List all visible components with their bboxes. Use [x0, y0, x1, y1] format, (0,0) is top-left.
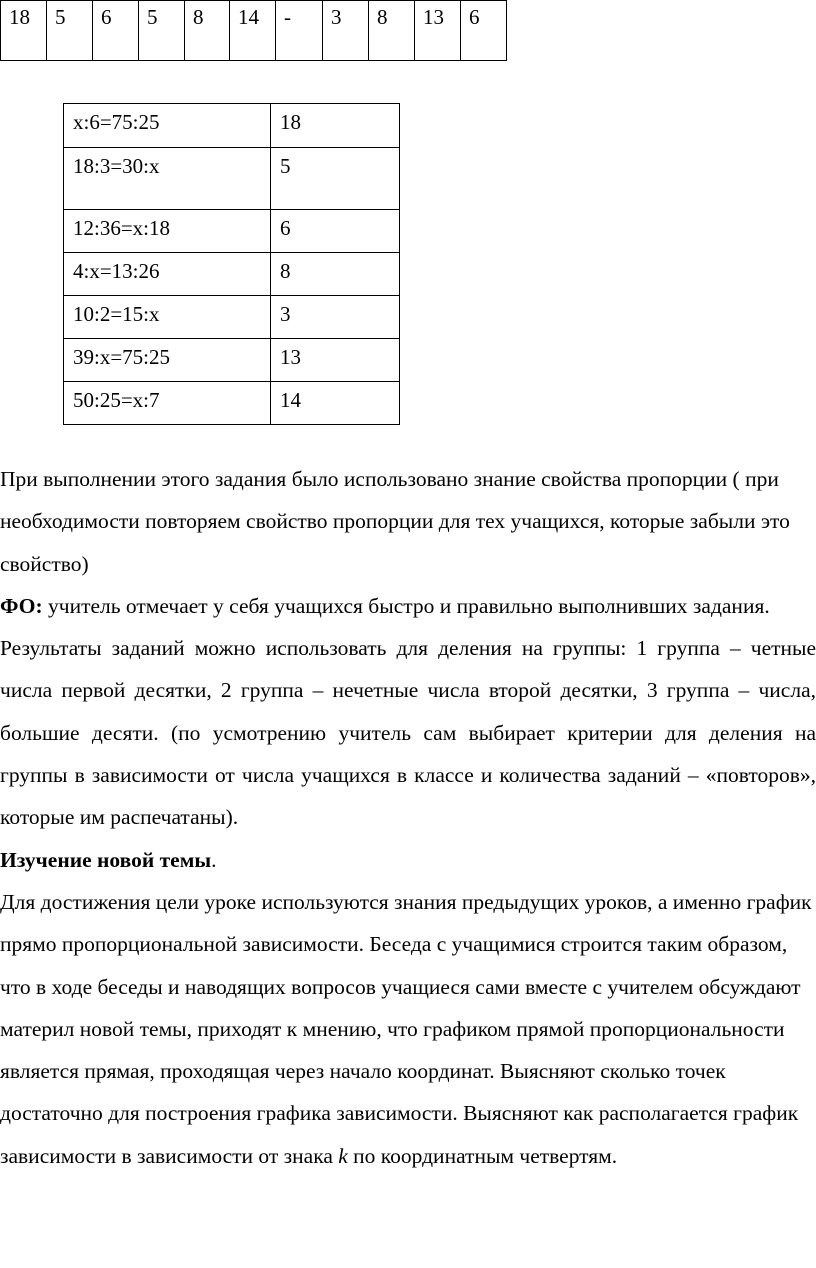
- answer-cell: 6: [271, 210, 400, 253]
- answer-cell: 5: [271, 148, 400, 210]
- answer-cell: 18: [1, 1, 47, 61]
- fo-label: ФО:: [0, 593, 43, 618]
- table-row: [64, 339, 400, 382]
- equation-cell: 10:2=15:x: [64, 296, 271, 339]
- answer-cell: 8: [271, 253, 400, 296]
- answer-cell: 8: [369, 1, 415, 61]
- table-row: [64, 210, 400, 253]
- answer-cell: -: [276, 1, 323, 61]
- answer-cell: 13: [415, 1, 461, 61]
- equation-cell: 18:3=30:x: [64, 148, 271, 210]
- answer-cell: 6: [93, 1, 139, 61]
- section-heading: [0, 839, 816, 881]
- heading-period: .: [211, 847, 217, 872]
- body-text: [0, 458, 816, 1177]
- paragraph-proportion-property: При выполнении этого задания было использовано знание свойства пропорции ( при необходимости повторяем свойство пропорции для тех учащихся, которые забыли это свойство): [0, 467, 790, 576]
- paragraph-fo: [0, 585, 816, 627]
- answer-cell: 18: [271, 104, 400, 148]
- answers-row-table: [0, 0, 507, 61]
- variable-k: k: [338, 1143, 348, 1168]
- answer-cell: 3: [323, 1, 369, 61]
- table-row: [64, 104, 400, 148]
- equation-cell: 39:x=75:25: [64, 339, 271, 382]
- paragraph-groups: Результаты заданий можно использовать для деления на группы: 1 группа – четные числа первой десятки, 2 группа – нечетные числа второй десятки, 3 группа – числа, большие десяти. (по усмотрению учитель сам выбирает критерии для деления на группы в зависимости от числа учащихся в классе и количества заданий – «повторов», которые им распечатаны).: [0, 636, 816, 830]
- equation-cell: 50:25=x:7: [64, 382, 271, 425]
- equation-cell: x:6=75:25: [64, 104, 271, 148]
- answer-cell: 5: [139, 1, 185, 61]
- answer-cell: 8: [185, 1, 230, 61]
- proportions-table: [63, 103, 400, 425]
- answer-cell: 6: [461, 1, 507, 61]
- answers-row: [1, 1, 507, 61]
- new-topic-heading: Изучение новой темы: [0, 847, 212, 872]
- equation-cell: 4:x=13:26: [64, 253, 271, 296]
- table-row: [64, 148, 400, 210]
- paragraph-new-topic-text: Для достижения цели уроке используются знания предыдущих уроков, а именно график прямо пропорциональной зависимости. Беседа с учащимися строится таким образом, что в ходе беседы и наводящих вопросов учащиеся сами вместе с учителем обсуждают материл новой темы, приходят к мнению, что графиком прямой пропорциональности является прямая, проходящая через начало координат. Выясняют сколько точек достаточно для построения графика зависимости. Выясняют как располагается график зависимости в зависимости от знака: [0, 889, 812, 1168]
- answer-cell: 14: [271, 382, 400, 425]
- answer-cell: 5: [47, 1, 93, 61]
- paragraph-new-topic-tail: по координатным четвертям.: [347, 1143, 618, 1168]
- equation-cell: 12:36=x:18: [64, 210, 271, 253]
- answer-cell: 13: [271, 339, 400, 382]
- table-row: [64, 296, 400, 339]
- paragraph-new-topic: [0, 881, 816, 1177]
- answer-cell: 14: [230, 1, 276, 61]
- answer-cell: 3: [271, 296, 400, 339]
- table-row: [64, 382, 400, 425]
- fo-text: учитель отмечает у себя учащихся быстро и правильно выполнивших задания.: [42, 593, 770, 618]
- table-row: [64, 253, 400, 296]
